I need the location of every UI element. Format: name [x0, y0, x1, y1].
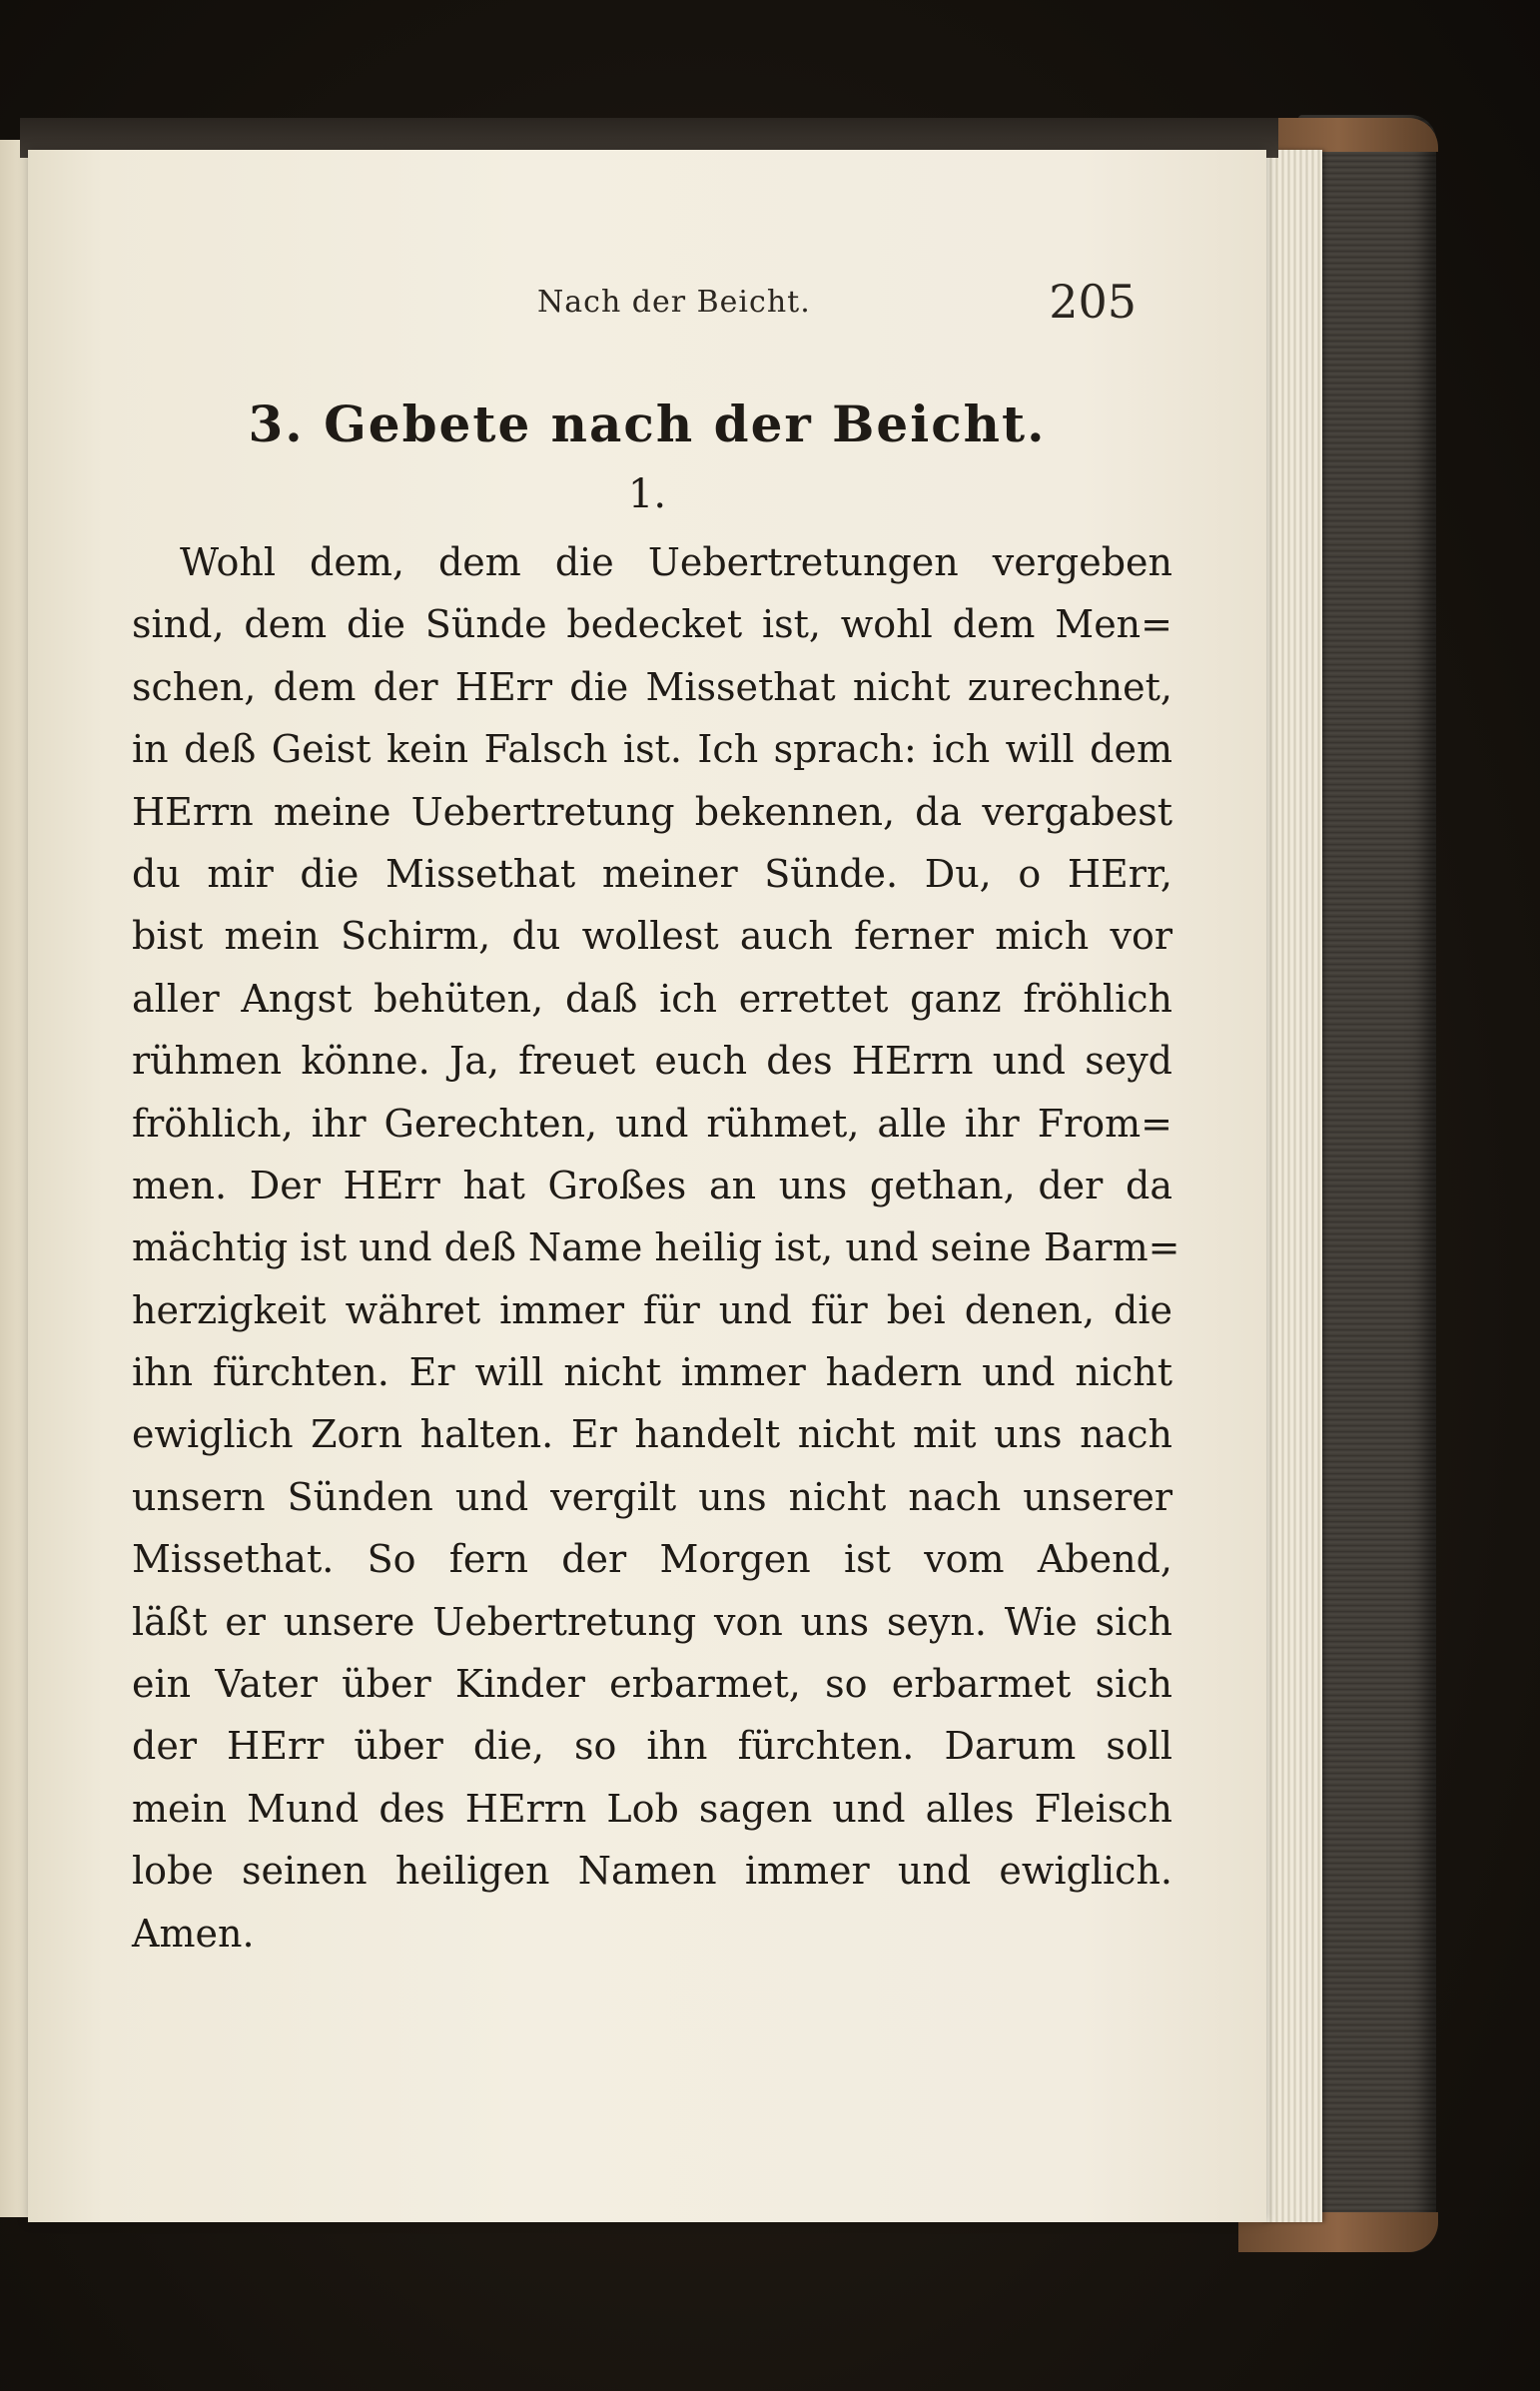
text-line: der HErr über die, so ihn fürchten. Darum soll	[132, 1724, 1172, 1769]
section-heading: 3. Gebete nach der Beicht.	[248, 395, 1047, 453]
text-line: mächtig ist und deß Name heilig ist, und seine Barm=	[132, 1225, 1180, 1270]
book-page	[28, 150, 1266, 2222]
text-line: läßt er unsere Uebertretung von uns seyn. Wie sich	[132, 1599, 1172, 1644]
page-number: 205	[1049, 275, 1137, 329]
text-line: rühmen könne. Ja, freuet euch des HErrn und seyd	[132, 1039, 1172, 1084]
text-line: Wohl dem, dem die Uebertretungen vergeben	[180, 540, 1172, 584]
text-line: ein Vater über Kinder erbarmet, so erbarmet sich	[132, 1662, 1172, 1707]
text-line: Amen.	[132, 1911, 255, 1956]
text-line: unsern Sünden und vergilt uns nicht nach unserer	[132, 1474, 1172, 1519]
text-line: in deß Geist kein Falsch ist. Ich sprach: ich will dem	[132, 727, 1172, 772]
text-line: mein Mund des HErrn Lob sagen und alles Fleisch	[132, 1786, 1172, 1831]
text-line: aller Angst behüten, daß ich errettet ganz fröhlich	[132, 976, 1172, 1021]
facing-page-edge	[0, 140, 30, 2217]
text-line: sind, dem die Sünde bedecket ist, wohl dem Men=	[132, 602, 1172, 647]
text-line: fröhlich, ihr Gerechten, und rühmet, alle ihr From=	[132, 1101, 1172, 1146]
running-head	[278, 275, 1137, 335]
running-title: Nach der Beicht.	[537, 285, 811, 320]
text-line: lobe seinen heiligen Namen immer und ewiglich.	[132, 1849, 1172, 1894]
prayer-text	[132, 531, 1180, 1965]
text-line: herzigkeit währet immer für und für bei denen, die	[132, 1287, 1172, 1332]
text-line: schen, dem der HErr die Missethat nicht zurechnet,	[132, 664, 1172, 709]
prayer-number: 1.	[627, 471, 667, 517]
text-line: ewiglich Zorn halten. Er handelt nicht mit uns nach	[132, 1412, 1172, 1457]
page-edges	[1260, 150, 1322, 2222]
text-line: ihn fürchten. Er will nicht immer hadern und nicht	[132, 1350, 1172, 1395]
text-line: bist mein Schirm, du wollest auch ferner mich vor	[132, 914, 1172, 959]
text-line: du mir die Missethat meiner Sünde. Du, o HErr,	[132, 851, 1172, 896]
text-line: men. Der HErr hat Großes an uns gethan, der da	[132, 1163, 1172, 1207]
text-line: Missethat. So fern der Morgen ist vom Abend,	[132, 1537, 1172, 1582]
text-line: HErrn meine Uebertretung bekennen, da vergabest	[132, 789, 1172, 834]
